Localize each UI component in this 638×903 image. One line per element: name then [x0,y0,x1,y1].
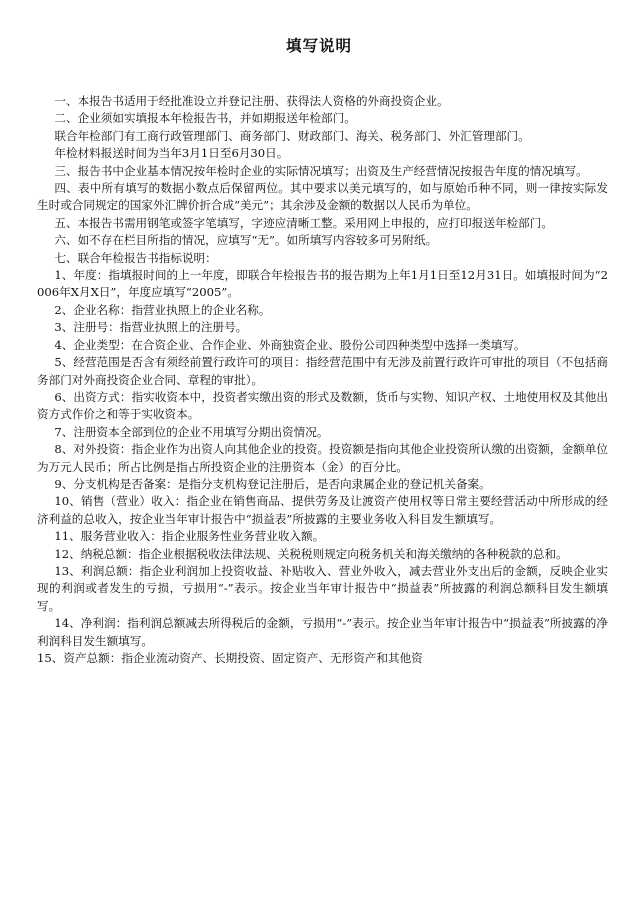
paragraph-item-6: 6、出资方式：指实收资本中，投资者实缴出资的形式及数额，货币与实物、知识产权、土地使用权及其他出资方式作价之和等于实收资本。 [37,389,608,422]
paragraph-item-3: 3、注册号：指营业执照上的注册号。 [54,320,248,335]
paragraph-item-9: 9、分支机构是否备案：是指分支机构登记注册后，是否向隶属企业的登记机关备案。 [54,476,491,491]
paragraph-basic-info: 三、报告书中企业基本情况按年检时企业的实际情况填写；出资及生产经营情况按报告年度的情况填写。 [54,163,588,178]
paragraph-item-2: 2、企业名称：指营业执照上的企业名称。 [54,302,271,317]
paragraph-none: 六、如不存在栏目所指的情况，应填写“无”。如所填写内容较多可另附纸。 [54,233,438,248]
paragraph-item-7: 7、注册资本全部到位的企业不用填写分期出资情况。 [54,424,329,439]
paragraph-item-15: 15、资产总额：指企业流动资产、长期投资、固定资产、无形资产和其他资 [37,651,423,665]
paragraph-submit: 二、企业须如实填报本年检报告书，并如期报送年检部门。 [54,111,356,126]
paragraph-item-14: 14、净利润：指利润总额减去所得税后的金额，亏损用“-”表示。按企业当年审计报告中“损益表”所披露的净利润科目发生额填写。 [37,616,608,648]
paragraph-submit-period: 年检材料报送时间为当年3月1日至6月30日。 [54,146,289,161]
paragraph-scope: 一、本报告书适用于经批准设立并登记注册、获得法人资格的外商投资企业。 [54,94,449,108]
page-title: 填写说明 [285,37,352,55]
paragraph-item-8: 8、对外投资：指企业作为出资人向其他企业的投资。投资额是指向其他企业投资所认缴的出资额，金额单位为万元人民币；所占比例是指占所投资企业的注册资本（金）的百分比。 [37,442,608,474]
paragraph-item-1: 1、年度：指填报时间的上一年度，即联合年检报告书的报告期为上年1月1日至12月31日。如填报时间为“2006年X月X日”，年度应填写“2005”。 [37,268,608,300]
paragraph-item-11: 11、服务营业收入：指企业服务性业务营业收入额。 [54,529,325,544]
paragraph-item-12: 12、纳税总额：指企业根据税收法律法规、关税税则规定向税务机关和海关缴纳的各种税款的总和。 [54,546,568,561]
paragraph-joint-departments: 联合年检部门有工商行政管理部门、商务部门、财政部门、海关、税务部门、外汇管理部门。 [54,128,530,143]
paragraph-decimals: 四、表中所有填写的数据小数点后保留两位。其中要求以美元填写的，如与原始币种不同，则一律按实际发生时或合同规定的国家外汇牌价折合成“美元”；其余涉及金额的数据以人民币为单位。 [37,181,608,213]
paragraph-indicators-heading: 七、联合年检报告书指标说明： [54,250,217,265]
document-body [37,93,608,667]
paragraph-item-10: 10、销售（营业）收入：指企业在销售商品、提供劳务及让渡资产使用权等日常主要经营活动中所形成的经济利益的总收入，按企业当年审计报告中“损益表”所披露的主要业务收入科目发生额填写。 [37,494,608,526]
paragraph-item-5: 5、经营范围是否含有须经前置行政许可的项目：指经营范围中有无涉及前置行政许可审批的项目（不包括商务部门对外商投资企业合同、章程的审批）。 [37,355,608,387]
paragraph-item-13: 13、利润总额：指企业利润加上投资收益、补贴收入、营业外收入，减去营业外支出后的金额，反映企业实现的利润或者发生的亏损，亏损用“-”表示。按企业当年审计报告中“损益表”所披露的利润总额科目发生额填写。 [37,563,608,613]
paragraph-pen: 五、本报告书需用钢笔或签字笔填写，字迹应清晰工整。采用网上申报的，应打印报送年检部门。 [54,215,553,230]
paragraph-item-4: 4、企业类型：在合资企业、合作企业、外商独资企业、股份公司四种类型中选择一类填写。 [54,337,526,352]
